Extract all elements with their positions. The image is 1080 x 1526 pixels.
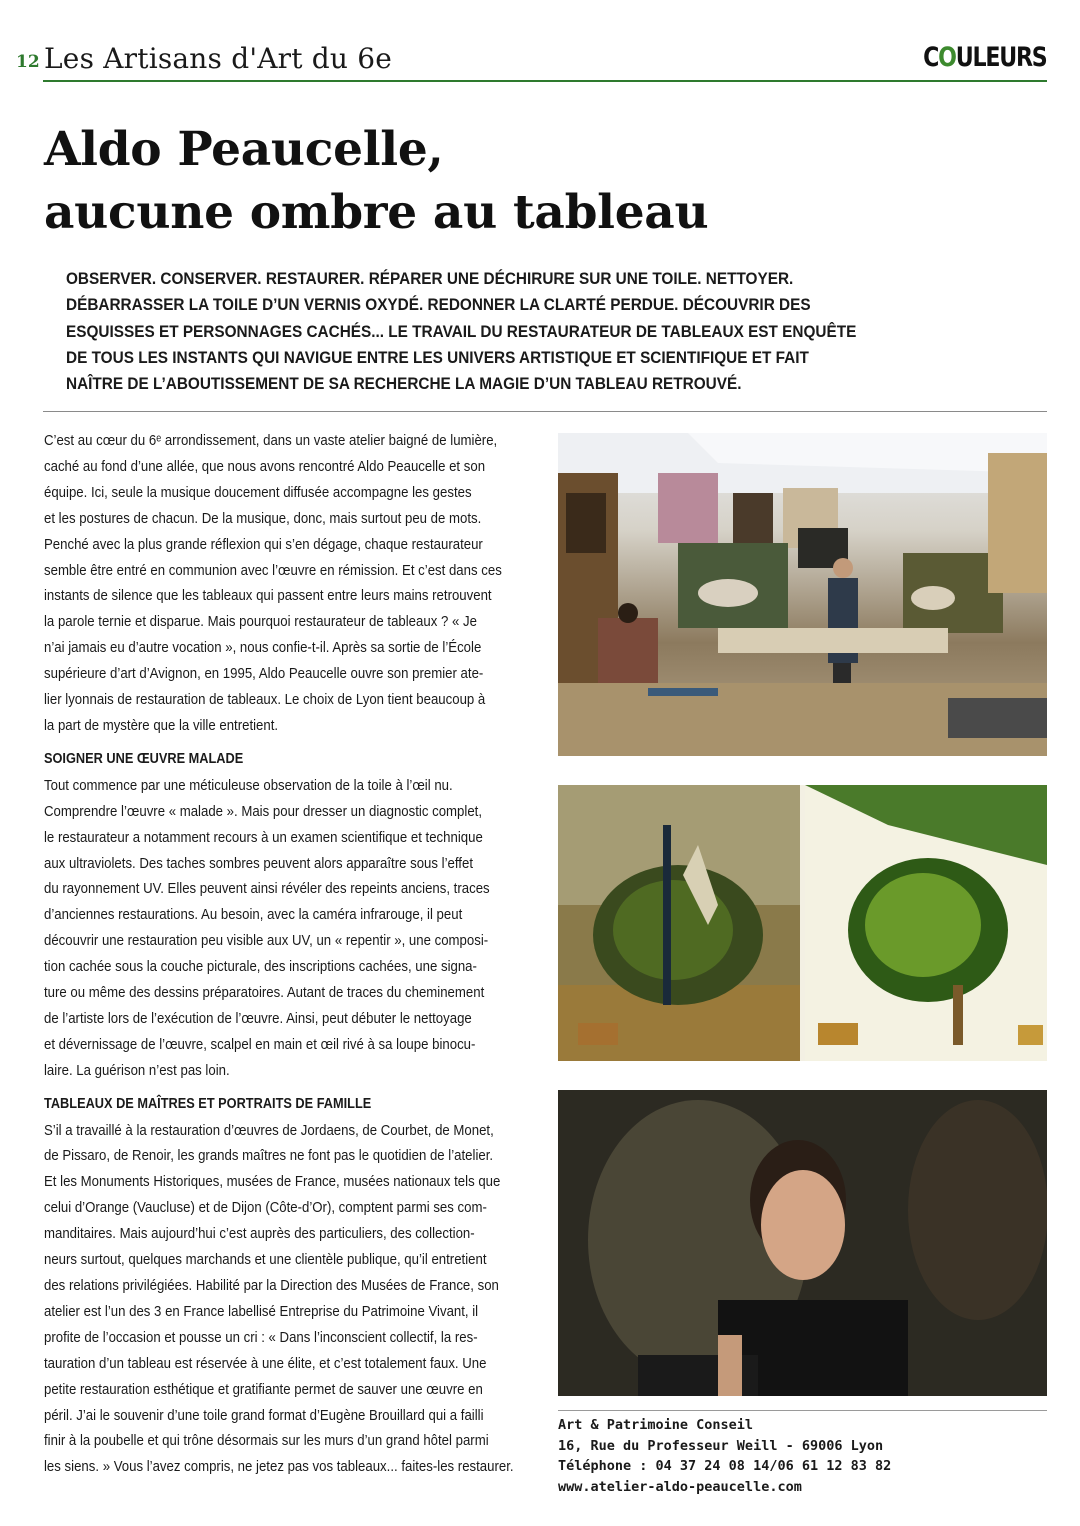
body-line: de l’artiste lors de l’exécution de l’œuvre. Ainsi, peut débuter le nettoyage <box>44 1009 472 1027</box>
body-line: tauration d’un tableau est réservée à une élite, et c’est totalement faux. Une <box>44 1354 487 1372</box>
lead-line: NAÎTRE DE L’ABOUTISSEMENT DE SA RECHERCHE LA MAGIE D’UN TABLEAU RETROUVÉ. <box>66 375 742 394</box>
body-line: S’il a travaillé à la restauration d’œuvres de Jordaens, de Courbet, de Monet, <box>44 1121 494 1139</box>
contact-info <box>558 1415 1047 1497</box>
contact-phone: Téléphone : 04 37 24 08 14/06 61 12 83 82 <box>558 1458 892 1474</box>
page-header <box>16 40 1047 82</box>
body-line: finir à la poubelle et qui trône désormais sur les murs d’un grand hôtel parmi <box>44 1432 489 1450</box>
lead-line: DÉBARRASSER LA TOILE D’UN VERNIS OXYDÉ. REDONNER LA CLARTÉ PERDUE. DÉCOUVRIR DES <box>66 296 811 315</box>
page-number: 12 <box>16 52 40 72</box>
body-line: Et les Monuments Historiques, musées de France, musées nationaux tels que <box>44 1173 501 1191</box>
body-line: lier lyonnais de restauration de tableaux. Le choix de Lyon tient beaucoup à <box>44 691 486 709</box>
body-line: la part de mystère que la ville entretient. <box>44 716 279 734</box>
body-line: des relations privilégiées. Habilité par la Direction des Musées de France, son <box>44 1277 499 1294</box>
section-title: Les Artisans d'Art du 6e <box>44 42 393 75</box>
body-line: le restaurateur a notamment recours à un examen scientifique et technique <box>44 828 483 846</box>
body-line: supérieure d’art d’Avignon, en 1995, Aldo Peaucelle ouvre son premier ate- <box>44 665 484 683</box>
body-line: et dévernissage de l’œuvre, scalpel en main et œil rivé à sa loupe binocu- <box>44 1035 476 1053</box>
magazine-logo: COULEURS <box>923 42 1047 73</box>
contact-address: 16, Rue du Professeur Weill - 69006 Lyon <box>558 1437 884 1454</box>
body-line: caché au fond d’une allée, que nous avons rencontré Aldo Peaucelle et son <box>44 457 486 475</box>
contact-website[interactable]: www.atelier-aldo-peaucelle.com <box>558 1478 802 1495</box>
headline-line: aucune ombre au tableau <box>44 185 709 240</box>
workshop-photo <box>558 433 1047 756</box>
body-line: C’est au cœur du 6ᵉ arrondissement, dans un vaste atelier baigné de lumière, <box>44 432 498 449</box>
header-divider <box>43 80 1047 82</box>
body-line: petite restauration esthétique et gratifiante permet de sauver une œuvre en <box>44 1380 483 1398</box>
body-line: laire. La guérison n’est pas loin. <box>44 1061 230 1079</box>
subheading: TABLEAUX DE MAÎTRES ET PORTRAITS DE FAMILLE <box>44 1095 372 1112</box>
article-lead <box>66 266 966 397</box>
body-line: découvrir une restauration peu visible aux UV, un « repentir », une composi- <box>44 932 489 950</box>
body-line: profite de l’occasion et pousse un cri : « Dans l’inconscient collectif, la res- <box>44 1328 478 1346</box>
body-line: d’anciennes restaurations. Au besoin, avec la caméra infrarouge, il peut <box>44 906 463 924</box>
body-line: Tout commence par une méticuleuse observation de la toile à l’œil nu. <box>44 776 453 794</box>
portrait-photo <box>558 1090 1047 1396</box>
article-headline <box>44 118 1044 244</box>
body-line: atelier est l’un des 3 en France labellisé Entreprise du Patrimoine Vivant, il <box>44 1302 479 1320</box>
lead-line: OBSERVER. CONSERVER. RESTAURER. RÉPARER UNE DÉCHIRURE SUR UNE TOILE. NETTOYER. <box>66 270 794 288</box>
body-line: de Pissaro, de Renoir, les grands maîtres ne font pas le quotidien de l’atelier. <box>44 1147 494 1165</box>
article-body <box>44 428 564 1480</box>
body-line: les siens. » Vous l’avez compris, ne jetez pas vos tableaux... faites-les restaurer. <box>44 1458 514 1476</box>
body-line: semble être entré en communion avec l’œuvre en rémission. Et c’est dans ces <box>44 561 502 579</box>
lead-line: ESQUISSES ET PERSONNAGES CACHÉS... LE TRAVAIL DU RESTAURATEUR DE TABLEAUX EST ENQUÊTE <box>66 322 857 341</box>
body-line: et les postures de chacun. De la musique, donc, mais surtout peu de mots. <box>44 509 482 527</box>
body-line: manditaires. Mais aujourd’hui c’est auprès des particuliers, des collection- <box>44 1225 475 1243</box>
headline-line: Aldo Peaucelle, <box>44 122 444 177</box>
body-line: équipe. Ici, seule la musique doucement diffusée accompagne les gestes <box>44 483 472 501</box>
body-line: aux ultraviolets. Des taches sombres peuvent alors apparaître sous l’effet <box>44 854 473 872</box>
before-after-painting <box>558 785 1047 1061</box>
body-line: ture ou même des dessins préparatoires. Autant de traces du cheminement <box>44 984 485 1002</box>
contact-name: Art & Patrimoine Conseil <box>558 1417 754 1433</box>
body-line: Penché avec la plus grande réflexion qui s’en dégage, chaque restaurateur <box>44 535 483 553</box>
lead-line: DE TOUS LES INSTANTS QUI NAVIGUE ENTRE LES UNIVERS ARTISTIQUE ET SCIENTIFIQUE ET FAIT <box>66 348 809 367</box>
body-line: n’ai jamais eu d’autre vocation », nous confie-t-il. Après sa sortie de l’École <box>44 639 482 657</box>
body-line: celui d’Orange (Vaucluse) et de Dijon (Côte-d’Or), comptent parmi ses com- <box>44 1199 487 1217</box>
contact-divider <box>558 1410 1047 1411</box>
lead-divider <box>43 411 1047 412</box>
body-line: péril. J’ai le souvenir d’une toile grand format d’Eugène Brouillard qui a failli <box>44 1406 484 1424</box>
body-line: instants de silence que les tableaux qui passent entre leurs mains retrouvent <box>44 587 492 605</box>
body-line: neurs surtout, quelques marchands et une clientèle publique, qu’il entretient <box>44 1251 487 1269</box>
body-line: tion cachée sous la couche picturale, des inscriptions cachées, une signa- <box>44 958 477 976</box>
subheading: SOIGNER UNE ŒUVRE MALADE <box>44 750 244 767</box>
body-line: Comprendre l’œuvre « malade ». Mais pour dresser un diagnostic complet, <box>44 802 483 820</box>
body-line: la parole ternie et disparue. Mais pourquoi restaurateur de tableaux ? « Je <box>44 613 477 631</box>
body-line: du rayonnement UV. Elles peuvent ainsi révéler des repeints anciens, traces <box>44 880 490 898</box>
